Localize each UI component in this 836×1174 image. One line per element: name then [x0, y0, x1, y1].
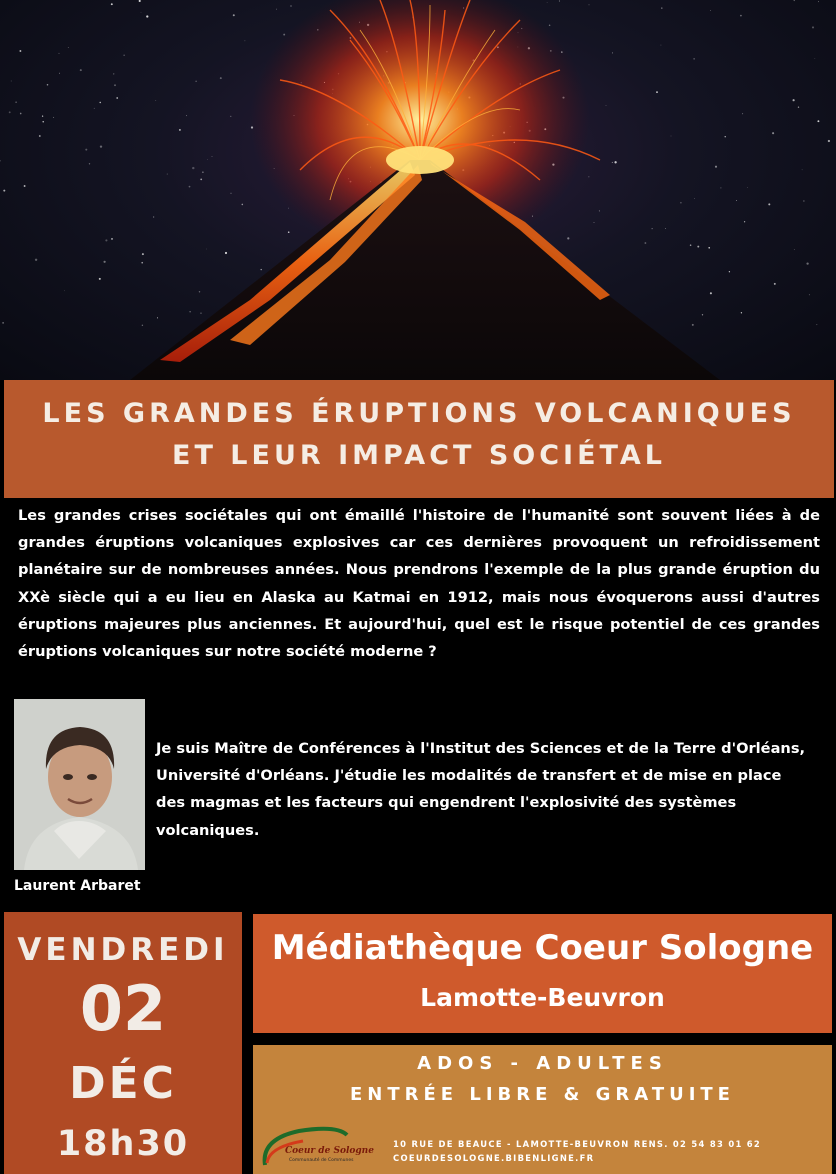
star: [167, 174, 168, 175]
star: [59, 73, 60, 74]
star: [80, 69, 82, 71]
svg-text:Communauté de Communes: Communauté de Communes: [289, 1158, 354, 1163]
star: [614, 161, 616, 163]
star: [694, 198, 695, 199]
star: [661, 7, 662, 8]
star: [99, 278, 101, 280]
star: [276, 9, 277, 10]
star: [47, 84, 49, 86]
star: [612, 162, 613, 163]
star: [68, 47, 69, 48]
star: [744, 221, 745, 222]
star: [9, 111, 11, 113]
star: [244, 40, 245, 41]
star: [774, 283, 776, 285]
star: [656, 91, 658, 93]
star: [802, 169, 803, 170]
star: [15, 101, 17, 103]
star: [231, 193, 232, 194]
volcano-hero-image: [0, 0, 836, 380]
star: [233, 14, 235, 16]
star: [155, 100, 156, 101]
info-box: [253, 1045, 832, 1174]
star: [288, 231, 290, 233]
star: [680, 202, 682, 204]
star: [230, 116, 231, 117]
speaker-bio: Je suis Maître de Conférences à l'Institut des Sciences et de la Terre d'Orléans, Université d'Orléans. J'étudie les modalités de transfert et de mise en place des magmas et les facteurs qui engendrent l'explosivité des systèmes volcaniques.: [156, 740, 806, 839]
star: [242, 204, 244, 206]
star: [225, 252, 227, 254]
star: [665, 228, 666, 229]
star: [741, 312, 742, 313]
date-box: [4, 912, 242, 1174]
star: [547, 2, 548, 3]
star: [0, 160, 1, 161]
star: [794, 0, 795, 1]
star: [2, 322, 4, 324]
event-time: 18h30: [56, 1124, 190, 1164]
star: [111, 3, 113, 5]
entry-label: ENTRÉE LIBRE & GRATUITE: [350, 1084, 735, 1105]
star: [559, 1, 560, 2]
star: [141, 12, 142, 13]
address-line: 10 RUE DE BEAUCE - LAMOTTE-BEUVRON RENS. 02 54 83 01 62: [393, 1139, 762, 1149]
star: [290, 5, 291, 6]
star: [212, 156, 213, 157]
star: [742, 113, 743, 114]
star: [146, 15, 148, 17]
volcano-illustration: [0, 0, 836, 380]
star: [3, 190, 5, 192]
title-band: [4, 380, 834, 498]
star: [24, 185, 26, 187]
star: [153, 216, 154, 217]
coeur-de-sologne-logo: [259, 1125, 374, 1169]
star: [549, 25, 551, 27]
star: [715, 166, 717, 168]
star: [89, 163, 90, 164]
star: [567, 237, 569, 239]
star: [814, 58, 815, 59]
star: [671, 136, 672, 137]
star: [195, 81, 196, 82]
star: [39, 135, 41, 137]
star: [100, 102, 101, 103]
star: [113, 73, 114, 74]
event-description: Les grandes crises sociétales qui ont émaillé l'histoire de l'humanité sont souvent liées à de grandes éruptions volcaniques explosives car ces dernières provoquent un refroidissement planétaire sur de nombreuses années. Nous prendrons l'exemple de la plus grande éruption du XXè siècle qui a eu lieu en Alaska au Katmai en 1912, mais nous évoquerons aussi d'autres éruptions majeures plus anciennes. Et aujourd'hui, quel est le risque potentiel de ces grandes éruptions volcaniques sur notre société moderne ?: [18, 507, 820, 661]
address-block: [393, 1137, 761, 1165]
star: [206, 249, 207, 250]
star: [19, 50, 21, 52]
star: [42, 121, 43, 122]
star: [736, 200, 737, 201]
star: [105, 239, 107, 241]
star: [806, 262, 808, 264]
star: [697, 246, 699, 248]
star: [740, 15, 742, 17]
star: [589, 177, 590, 178]
star: [817, 120, 819, 122]
star: [710, 10, 711, 11]
star: [42, 115, 43, 116]
star: [186, 115, 187, 116]
star: [828, 140, 830, 142]
star: [35, 259, 37, 261]
star: [652, 228, 653, 229]
star: [720, 187, 721, 188]
star: [11, 81, 12, 82]
star: [793, 99, 795, 101]
star: [747, 187, 748, 188]
star: [111, 238, 113, 240]
star: [139, 0, 141, 2]
star: [702, 314, 703, 315]
venue-name: Médiathèque Coeur Sologne: [271, 928, 814, 968]
star: [20, 113, 22, 115]
star: [142, 325, 143, 326]
star: [693, 58, 694, 59]
star: [202, 171, 204, 173]
star: [690, 244, 692, 246]
title-line-1: LES GRANDES ÉRUPTIONS VOLCANIQUES: [42, 398, 796, 429]
star: [809, 294, 810, 295]
star: [710, 292, 712, 294]
title-line-2: ET LEUR IMPACT SOCIÉTAL: [172, 440, 666, 471]
star: [207, 159, 208, 160]
star: [103, 261, 105, 263]
star: [818, 1, 819, 2]
star: [179, 129, 181, 131]
star: [260, 269, 261, 270]
star: [794, 249, 795, 250]
venue-box: [253, 914, 832, 1033]
star: [199, 291, 200, 292]
star: [812, 26, 814, 28]
star: [660, 45, 661, 46]
star: [116, 97, 118, 99]
svg-text:Coeur de Sologne: Coeur de Sologne: [285, 1146, 374, 1156]
star: [594, 222, 595, 223]
star: [124, 55, 125, 56]
event-day: VENDREDI: [17, 932, 229, 968]
star: [220, 77, 222, 79]
star: [64, 290, 65, 291]
star: [729, 271, 730, 272]
star: [53, 117, 54, 118]
star: [644, 242, 646, 244]
star: [100, 145, 102, 147]
star: [114, 84, 116, 86]
star: [692, 324, 694, 326]
star: [612, 52, 613, 53]
venue-city: Lamotte-Beuvron: [420, 983, 665, 1012]
star: [606, 105, 607, 106]
star: [142, 253, 144, 255]
website-link[interactable]: COEURDESOLOGNE.BIBENLIGNE.FR: [393, 1153, 595, 1163]
star: [141, 262, 143, 264]
star: [189, 311, 190, 312]
star: [157, 317, 158, 318]
star: [200, 178, 202, 180]
speaker-photo: [14, 699, 145, 870]
star: [772, 132, 774, 134]
star: [599, 210, 600, 211]
star: [94, 108, 95, 109]
star: [85, 149, 87, 151]
star: [768, 203, 770, 205]
event-date-number: 02: [79, 972, 167, 1045]
audience-label: ADOS - ADULTES: [417, 1053, 668, 1074]
star: [816, 324, 817, 325]
speaker-name: Laurent Arbaret: [14, 878, 141, 894]
event-month: DÉC: [69, 1058, 177, 1109]
star: [803, 200, 804, 201]
star: [189, 186, 191, 188]
star: [200, 313, 201, 314]
star: [725, 136, 726, 137]
star: [708, 247, 710, 249]
star: [589, 4, 590, 5]
star: [192, 167, 194, 169]
star: [59, 53, 60, 54]
star: [798, 107, 799, 108]
